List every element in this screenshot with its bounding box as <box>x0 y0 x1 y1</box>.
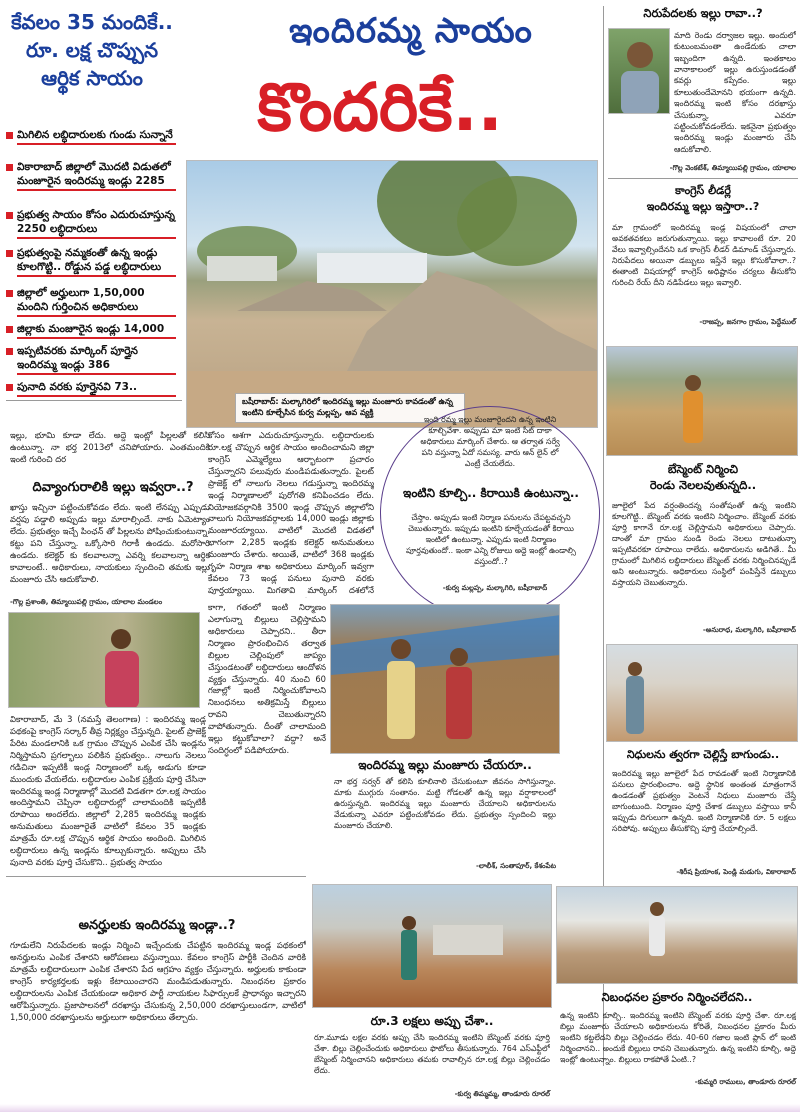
story2-title-line2: ఇందిరమ్మ ఇల్లు ఇస్తారా..? <box>646 200 760 213</box>
key-point-item <box>6 380 176 397</box>
story4-photo-woman-walls <box>606 644 798 742</box>
center-article-col2: కాగా, గతంలో ఇంటి నిర్మాణం ఎలాగున్నా బిల్లులు చెల్లిస్తామని అధికారులు చెప్పారని.. తీరా నిర్మాణం ప్రారంభించిన తర్వాత బిల్లుల చెల్లింపులో జాప్యం చేస్తుండటంతో లబ్ధిదారులు ఆందోళన వ్యక్తం చేస్తున్నారు. 40 నుంచి 60 గజాల్లో ఇంటి నిర్మించుకోవాలని నిబంధనలు అతిక్రమిస్తే బిల్లులు రావని చెబుతున్నారని వాపోతున్నారు. దీంతో చాలామంది ఇల్లు కట్టుకోవాలా? వద్దా? అనే సందిగ్ధంలో పడిపోయారు. <box>208 602 326 756</box>
bullet-square-icon <box>6 212 13 219</box>
bullet-square-icon <box>6 164 13 171</box>
person-silhouette <box>607 347 798 456</box>
key-point-text: ఇప్పటివరకు మార్కింగ్ పూర్తైన ఇందిరమ్మ ఇండ్లు 386 <box>17 344 176 375</box>
person-silhouette <box>609 29 670 114</box>
story1-photo-man <box>608 28 670 114</box>
person-silhouette <box>607 645 798 742</box>
divider <box>6 876 306 877</box>
kicker-box <box>6 8 178 120</box>
story4-title: నిధులను త్వరగా చెల్లిస్తే బాగుండు.. <box>626 748 780 761</box>
bullet-square-icon <box>6 348 13 355</box>
page-bottom-edge <box>0 1104 800 1112</box>
key-point-text: జిల్లాలో అర్హులుగా 1,50,000 మందిని గుర్తించిన అధికారులు <box>17 286 176 317</box>
bottom-mid-byline: -కుర్వ తిమ్మమ్మ, తాండూరు రూరల్ <box>454 1090 550 1098</box>
kicker-line-2: రూ. లక్ష చొప్పున <box>25 38 158 62</box>
key-point-item <box>6 160 176 191</box>
bottom-mid-title: రూ.3 లక్షలు అప్పు చేశా.. <box>370 1014 494 1028</box>
key-point-item <box>6 344 176 375</box>
divider <box>608 178 798 179</box>
key-point-item <box>6 208 176 239</box>
story1-byline: -గొల్ల వెంకటేశ్, తిమ్మాయిపల్లి గ్రామం, యాలాల <box>669 164 796 172</box>
story4-body: ఇందిరమ్మ ఇల్లు జూలైలో పేద రావడంతో ఇంటి నిర్మాణానికి పనులు ప్రారంభించాం. అద్దె స్థానిక అంతంత మాత్రంగానే ఉండడంతో ప్రభుత్వం వెంటనే నిధులు మంజూరు చేస్తే బాగుంటుంది. నిర్మాణం పూర్తి చేశాక డబ్బులు వస్తాయి కానీ ఇప్పుడు దిగులుగా ఉన్నది. ఇంటి నిర్మాణానికి రూ. 5 లక్షలు సరిపోవు. అప్పులు తీసుకొచ్చి పూర్తి చేయాల్సిందే. <box>612 769 796 834</box>
person-silhouette <box>557 887 798 984</box>
bullet-square-icon <box>6 250 13 257</box>
headline-top: ఇందిరమ్మ సాయం <box>289 11 533 51</box>
story1-body: మాది రెండు దర్వాజల ఇల్లు. అందులో కుటుంబమంతా ఉండేదుకు చాలా ఇబ్బందిగా ఉన్నది. ఇంతకాలం వానాకాలంలో ఇల్లు ఉరుస్తుండడంతో కవర్లు కప్పేదం. ఇల్లు కూలుతుందేమోనని భయంగా ఉన్నది. ఇందిరమ్మ ఇంటి కోసం దరఖాస్తు చేసుకున్నా, ఎవరూ పట్టించుకోవడంలేదు. ఇకనైనా ప్రభుత్వం ఇందిరమ్మ ఇండ్లు మంజూరు చేసి ఆదుకోవాలి. <box>674 31 796 154</box>
left-intro: ఇల్లు, భూమి కూడా లేదు. అద్దె ఇంట్లో పిల్లలతో కలిసి ఉంటున్నా. నా భర్త 2013లో చనిపోయారు. ఎంతమందికి ఇంటి గురించి దర <box>10 430 210 464</box>
couple-photo-caption: ఇందిరమ్మ ఇల్లు మంజూరు చేయరూ.. <box>358 758 532 772</box>
story5-body: ఉన్న ఇంటిని కూల్చి.. ఇందిరమ్మ ఇంటిని బేస్మెంట్ వరకు పూర్తి చేశా. రూ.లక్ష బిల్లు మంజూరు చేయాలని అధికారులను కోరితే, నిబంధనల ప్రకారం మీరు ఇంటిని కట్టలేదని బిల్లు చెల్లించడం లేదు. 40-60 గజాల ఇంటి ప్లాన్ లో ఇంటి నిర్మించానని.. అందుకే బిల్లులు రావని చెబుతున్నారు. ఉన్న ఇంటిని కూల్చి, అద్దె ఇంట్లో ఉంటున్నాం. బిల్లులు రాకపోతే ఏంటి..? <box>560 1011 796 1065</box>
key-point-text: ప్రభుత్వంపై నమ్మకంతో ఉన్న ఇండ్లు కూలగొట్టి.. రోడ్డున పడ్డ లబ్ధిదారులు <box>17 246 176 277</box>
story4-byline: -శిరీష ప్రియాంక, పెండ్లి మడుగు, వికారాబాద్ <box>676 868 796 876</box>
story3-title-line1: బేస్మెంట్ నిర్మించి <box>667 462 739 476</box>
key-point-text: పునాది వరకు పూర్తైనవి 73.. <box>17 380 176 397</box>
headline-main: కొందరికే.. <box>257 69 503 146</box>
key-point-item <box>6 286 176 317</box>
couple-illustration <box>331 605 560 754</box>
key-point-text: ప్రభుత్వ సాయం కోసం ఎదురుచూస్తున్న 2250 లబ్ధిదారులు <box>17 208 176 239</box>
bottom-left-title: అనర్హులకు ఇందిరమ్మ ఇండ్లా..? <box>78 918 236 933</box>
story3-byline: -అనురాధ, మల్కాగిరి, బషీరాబాద్ <box>702 626 796 634</box>
story5-photo-man-foundation <box>556 886 798 984</box>
bullet-square-icon <box>6 384 13 391</box>
key-point-item <box>6 322 176 339</box>
couple-photo-mud-house <box>330 604 560 754</box>
person-silhouette <box>9 613 200 708</box>
main-photo-demolished-house <box>186 160 598 428</box>
oval-quote-bottom: చేస్తాం. అప్పుడు ఇంటి నిర్మాణ పనులను చేపట్టవచ్చని చెబుతున్నారు. ఇప్పుడు ఇంటిని కూల్చేయడంతో కిరాయి ఇంటిలో ఉంటున్నా. ఎప్పుడు ఇంటి నిర్మాణం పూర్తవుతుందో.. ఇంకా ఎన్ని రోజులు అద్దె ఇంట్లో ఉండాల్సి వస్తుందో..? <box>406 513 576 567</box>
story3-title-line2: రెండు నెలలవుతున్నది.. <box>649 478 757 492</box>
story3-photo-woman-basement <box>606 346 798 456</box>
story5-byline: -కుమ్మరి రాములు, తాండూరు రూరల్ <box>694 1078 796 1086</box>
kicker-line-1: కేవలం 35 మందికే.. <box>11 10 173 34</box>
center-article-col1: కోసం ఆశగా ఎదురుచూస్తున్నారు. లబ్ధిదారులకు రూ.లక్ష చొప్పున ఆర్థిక సాయం అందించామని జిల్లా కాంగ్రెస్ ఎమ్మెల్యేలు ఆర్భాటంగా ప్రచారం చేస్తున్నారని పలువురు మండిపడుతున్నారు. పైలట్ ప్రాజెక్ట్ లో నాలుగు నెలలు గడుస్తున్నా ఇందిరమ్మ ఇండ్ల నిర్మాణాలలో పురోగతి కనిపించడం లేదు. నియోజకవర్గానికి 3500 ఇండ్ల చొప్పున జిల్లాలోని నాలుగు నియోజకవర్గాలకు 14,000 ఇండ్లు జిల్లాకు మంజూరయ్యాయి. వాటిలో మొదటి విడతలో భాగంగా 2,285 ఇండ్లకు కలెక్టర్ అనుమతులు మంజూరు చేశారు. అయితే, వాటిలో 368 ఇండ్లకు గృహ నిర్మాణ శాఖ అధికారులు మార్కింగ్ ఇవ్వగా కేవలం 73 ఇండ్ల పనులు పునాది వరకు పూర్తయ్యాయి. మిగతావి మార్కింగ్ దశలోనే <box>208 430 374 595</box>
key-point-text: మిగిలిన లబ్ధిదారులకు గుండు సున్నానే <box>17 128 176 145</box>
story1-title: నిరుపేదలకు ఇల్లు రావా..? <box>643 6 763 20</box>
couple-quote-byline: -లాలీశ్, సంతాపూర్, కేశంపేట <box>475 862 556 870</box>
key-point-text: వికారాబాద్ జిల్లాలో మొదటి విడుతలో మంజూరైన ఇందిరమ్మ ఇండ్లు 2285 <box>17 160 176 191</box>
oval-quote-headline: ఇంటిని కూల్చి.. కిరాయికి ఉంటున్నా.. <box>403 486 579 500</box>
story2-body: మా గ్రామంలో ఇందిరమ్మ ఇండ్ల విషయంలో చాలా అవకతవకలు జరుగుతున్నాయి. ఇల్లు కావాలంటే రూ. 20 వేలు ఇవ్వాల్సిందేనని ఒక కాంగ్రెస్ లీడర్ డిమాండ్ చేస్తున్నారు. నిరుపేదలు అయినా డబ్బులు ఇస్తేనే ఇల్లు కొసుకోవాలా..? ఈతాంటి విషయాల్లో కాంగ్రెస్ అధిష్టానం చర్యలు తీసుకోని గురించి రేయ్ దీని నడిపేడలు ఇల్లు ఇవ్వాలి. <box>612 223 796 288</box>
rubble-illustration <box>187 161 598 428</box>
story2-byline: -రాజప్ప, జనగాం గ్రామం, పెద్దేముల్ <box>699 318 796 326</box>
oval-quote-byline: -కుర్వ మల్లప్ప, మల్కాగిరి, బషీరాబాద్ <box>442 584 548 592</box>
story2-title-line1: కాంగ్రెస్ లీడర్లే <box>675 184 731 197</box>
main-photo-caption: బషీరాబాద్: మల్కాగిరిలో ఇందిరమ్మ ఇల్లు మంజూరు కావడంతో ఉన్న ఇంటిని కూల్చేసిన కుర్వ మల్లప్ప, ఆవ వ్యక్తి <box>235 393 465 423</box>
oval-quote-top: ఇంది రమ్మ ఇల్లు మంజూరైందని ఉన్న ఇంటిని కూల్చివేశా. అప్పుడు మా ఇంటి సీట్ దాకా అధికారులు మార్కింగ్ చేశారు. ఆ తర్వాత సర్వే పని వస్తున్నా ఏదో సమస్య. వారు ఆన్ లైన్ లో ఎంట్రీ చేయలేదు. <box>420 415 560 469</box>
person-silhouette <box>313 885 552 1008</box>
story3-body: జూలైలో పేద వర్షంతిందన్న సంతోషంతో ఉన్న ఇంటిని కూలగొట్టి.. బేస్మెంట్ వరకు ఇంటిని నిర్మించాం. బేస్మెంట్ వరకు పూర్తి కాగానే రూ.లక్ష చెల్లిస్తామని అధికారులు చెప్పారు. దాంతో మా గ్రామం నుండి రెండు నెలలు దాటుతున్నా ఇప్పటివరకూ రూపాయి రాలేదు. అధికారులను అడిగితే.. మీ గ్రామంలో మిగిలిన లబ్ధిదారులు బేస్మెంట్ వరకు నిర్మించినప్పుడే అని అంటున్నారు. అధికారులు సంస్థిలో పంపిస్తేనే డబ్బులు వస్తాయని చెబుతున్నారు. <box>612 501 796 588</box>
key-point-text: జిల్లాకు మంజూరైన ఇండ్లు 14,000 <box>17 322 176 339</box>
left-byline: -గొల్ల ప్రశాంతి, తిమ్మాయిపల్లి గ్రామం, యాలాల మండలం <box>10 598 163 606</box>
bottom-left-body: గూడులేని నిరుపేదలకు ఇండ్లు నిర్మించి ఇచ్చేందుకు చేపట్టిన ఇందిరమ్మ ఇండ్ల పథకంలో అనర్హులను ఎంపిక చేశారని ఆరోపణలు వస్తున్నాయి. కేవలం కాంగ్రెస్ పార్టీకి చెందిన వారికి మాత్రమే లబ్ధిదారులుగా ఎంపిక చేశారని పేద ఆగ్రహం వ్యక్తం చేస్తున్నారు. అర్హులకు కాకుండా కాంగ్రెస్ కార్యకర్తలకు ఇళ్లు కేటాయించారని మండిపడుతున్నారు. నిబంధనల ప్రకారం లబ్ధిదారులను ఎంపిక చేయకుండా అధికార పార్టీ నాయకుల సిఫార్సులకే ప్రాధాన్యం ఇచ్చారని ఆరోపిస్తున్నారు. ప్రజాపాలనలో దరఖాస్తు చేసుకున్న 2,50,000 దరఖాస్తులుండగా, వాటిలో 1,50,000 దరఖాస్తులను అర్హులుగా అధికారులు తేల్చారు. <box>10 940 306 1022</box>
bottom-mid-body: రూ.మూడు లక్షల వరకు అప్పు చేసి ఇందిరమ్మ ఇంటిని బేస్మెంట్ వరకు పూర్తి చేశా. బిల్లు చెల్లించేందుకు అధికారులు ఫొటోలు తీసుకున్నారు. 764 ఎస్ఎఫ్టీలో బేస్మెంట్ నిర్మించానని అధికారులు తమకు రావాల్సిన రూ.లక్ష బిల్లు చెల్లించడం లేదు. <box>314 1033 550 1076</box>
bottom-photo-woman-bricks <box>312 884 552 1008</box>
story5-title: నిబంధనల ప్రకారం నిర్మించలేదని.. <box>601 990 753 1004</box>
couple-quote-body: నా భర్త సర్వర్ తో కలిసి కూలినాలి చేసుకుంటూ జీవనం సాగిస్తున్నాం. మాకు ముగ్గురు సంతానం. మట్టి గోడలతో ఉన్న ఇల్లు వర్షాకాలంలో ఉరుస్తున్నది. ఇందిరమ్మ ఇల్లు మంజూరు చేయాలని అధికారులను వేడుకున్నా ఎవరూ పట్టించుకోవడం లేదు. ప్రభుత్వం స్పందించి ఇల్లు మంజూరు చేయాలి. <box>334 777 556 831</box>
left-sub-title: దివ్యాంగురాలికి ఇల్లు ఇవ్వరా..? <box>32 480 194 495</box>
key-point-item <box>6 128 176 145</box>
bullet-square-icon <box>6 290 13 297</box>
left-photo-woman <box>8 612 200 708</box>
bullet-square-icon <box>6 132 13 139</box>
key-point-item <box>6 246 176 277</box>
vikarabad-article-body: వికారాబాద్, మే 3 (నమస్తే తెలంగాణ) : ఇందిరమ్మ ఇండ్ల పథకంపై కాంగ్రెస్ సర్కార్ తీవ్ర నిర్లక్ష్యం చేస్తున్నది. పైలట్ ప్రాజెక్ట్ పేరిట మండలానికి ఒక గ్రామం చొప్పున ఎంపిక చేసి ఇండ్లను నిర్మిస్తామని ప్రగల్భాలు పలికిన ప్రభుత్వం.. నాలుగు నెలలు గడిచినా ఇప్పటికీ ఇండ్ల నిర్మాణంలో ఒక్క అడుగు కూడా ముందుకు వేయలేదు. లబ్ధిదారుల ఎంపిక ప్రక్రియ పూర్తి చేసినా ఇందిరమ్మ ఇండ్ల నిర్మాణాల్లో మొదటి విడతగా రూ.లక్ష సాయం అందిస్తామని చెప్పినా లబ్ధిదారుల్లో చాలామందికి ఇప్పటికీ రూపాయి అందలేదు. జిల్లాలో 2,285 ఇందిరమ్మ ఇండ్లకు అనుమతులు మంజూరైతే వాటిలో కేవలం 35 ఇండ్లకు మాత్రమే రూ.లక్ష చొప్పున ఆర్థిక సాయం అందింది. మిగిలిన లబ్ధిదారులు ఉన్న ఇండ్లను కూల్చుకున్నారు. అప్పులు చేసి పునాది వరకు పూర్తి చేసుకొని.. ప్రభుత్వ సాయం <box>10 714 206 868</box>
kicker-line-3: ఆర్థిక సాయం <box>41 66 143 90</box>
bullet-square-icon <box>6 326 13 333</box>
divider <box>6 400 182 401</box>
left-body: ఖాస్తు ఇచ్చినా పట్టించుకోవడం లేదు. ఇంటి లేనప్పు ఎప్పుడు వర్షపు పడ్డాలి అప్పుడు ఇల్లు మారాల్సిందే. నాకు ఏమెట్యాం లేదు. ప్రభుత్వం ఇచ్చే పింఛన్ తో పిల్లలను పోషించుకుంటున్నా. కట్టు పని చేస్తున్నా. ఒక్కోసారి గిరాకీ ఉండదు. మరోసారి ఉండదు. కలెక్టర్ కు కలవాలన్నా ఎవర్ని కలవాలన్నా ఆర్థిక కావాలంటే.. అధికారులు, నాయకులు స్పందించి తమకు ఇల్లు మంజూరు చేసి ఆదుకోవాలి. <box>10 502 210 584</box>
